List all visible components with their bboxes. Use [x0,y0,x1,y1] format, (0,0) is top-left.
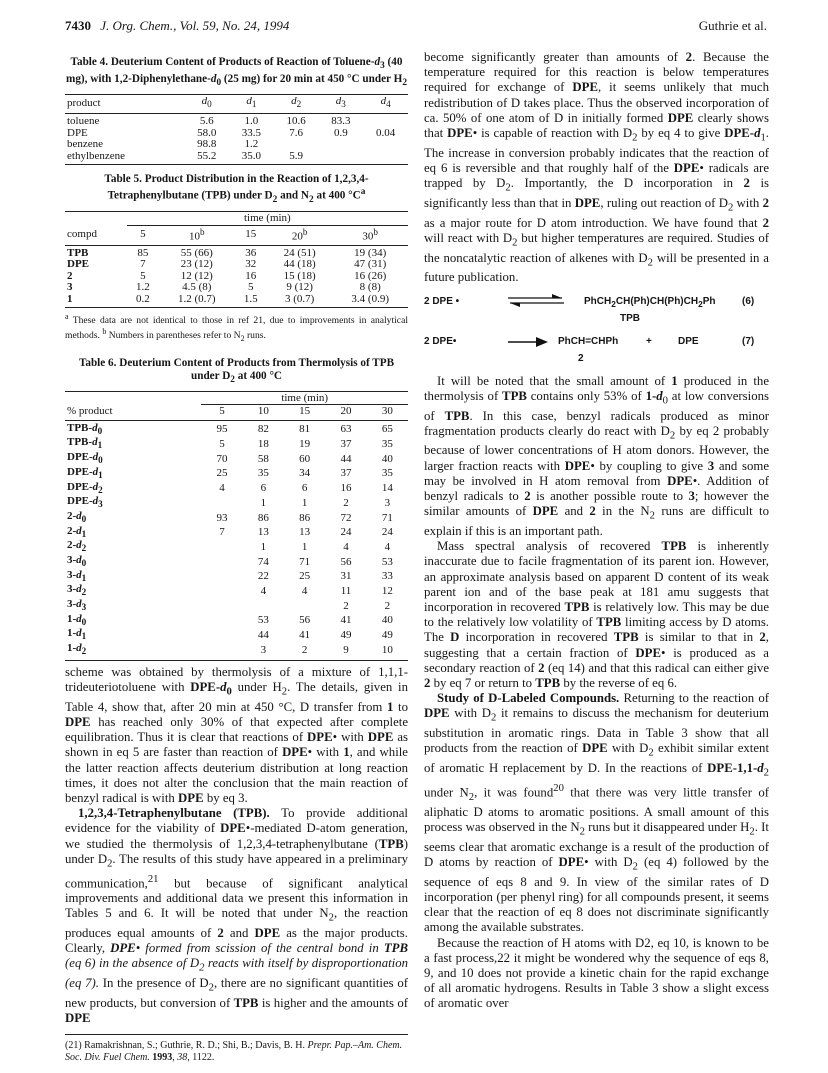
right-paragraph-4: Study of D-Labeled Compounds. Returning to the reaction of DPE with $D_2$ it remains to discuss the mechanism for deuterium substitution in aromatic rings. Data in Table 3 show that all products from the reaction of DPE with $D_2$ exhibit similar extent of aromatic H replacement by D. In the reactions of DPE-$1,1-d_2$ under $N_2$, it was found$^{20}$ that there was very little transfer of aliphatic D atoms to aromatic positions. A small amount of this process was observed in the $N_2$ runs but it disappeared under $H_2$. It seems clear that aromatic exchange is a result of the production of D atoms by reaction of DPE• with $D_2$ (eq 4) followed by the sequence of eqs 8 and 9. In view of the similar rates of D incorporation (per phenyl ring) for all compounds present, it seems clear that the reaction of eq 8 does not discriminate significantly among the available substrates. [424,691,770,935]
table-cell: 44 [257,629,269,642]
table-cell: 3.4 (0.9) [332,294,408,308]
table-cell: 16 [245,269,257,282]
table-cell [284,599,325,614]
table-cell: 13 [257,526,269,539]
table-cell: 71 [299,555,311,568]
table-cell [318,139,363,151]
table-cell: 1.2 [135,281,150,294]
table-cell: 4 [219,482,225,495]
table-cell: 2 [343,599,349,612]
table-row [65,496,408,511]
table-cell: 56 [340,555,352,568]
table6-header-1: 5 [201,405,242,421]
row-label: toluene [67,115,100,128]
table-row [65,526,408,541]
table-cell: 53 [381,555,393,568]
table-cell: 72 [340,511,352,524]
table-cell: 18 [257,438,269,451]
table-cell: 6 [260,482,267,495]
table-cell: 1 [260,540,267,553]
table-cell: 4.5 (8) [182,281,212,294]
table-cell: 58.0 [197,126,217,139]
table-cell: 4 [343,540,349,553]
table-cell: 98.8 [197,138,217,151]
table-cell: 9 (12) [286,281,313,294]
table-cell: 1.0 [244,115,259,128]
table-cell: 10.6 [286,115,306,128]
table-cell: 44 (18) [283,258,316,271]
equation-6 [424,294,769,330]
table-cell [363,139,408,151]
table-cell [201,614,242,629]
table6-caption: Table 6. Deuterium Content of Products from Thermolysis of TPB under $D_2$ at 400 °C [78,356,395,385]
table-cell: 34 [299,467,311,480]
table-cell: 65 [381,423,393,436]
table-cell [243,599,284,614]
page-number: 7430 [65,18,91,33]
table-cell [363,151,408,165]
table-row [65,452,408,467]
table-cell: 49 [340,629,352,642]
table-row [65,482,408,497]
table-cell: 5 [219,438,225,451]
table-cell: 25 [299,570,311,583]
table6-header-2: 10 [243,405,284,421]
table-cell: 1.2 (0.7) [159,294,235,308]
row-label: 1 [65,294,127,308]
table-cell: 35 [381,438,393,451]
equilibrium-arrow-icon [506,294,566,308]
table-cell [274,139,319,151]
table-cell [201,555,242,570]
table4-header-2: $d_1$ [229,95,274,114]
eq7-number: (7) [742,335,755,347]
table5-span-header: time (min) [127,212,408,226]
table-row [65,151,408,165]
table-cell: 7.6 [289,126,303,139]
table-row [65,467,408,482]
table-cell: 7 [219,526,225,539]
table-row [65,245,408,259]
table-cell: 63 [340,423,352,436]
row-label: TPB [67,246,89,259]
table5-header-3: 15 [235,225,267,245]
table-cell: 1 [301,540,308,553]
right-paragraph-1: become significantly greater than amounts of 2. Because the temperature required for this reaction is below temperatures required for exchange of DPE, it seems unlikely that much redistribution of D takes place. Thus the observed incorporation of ca. 50% of one atom of D in initially formed DPE clearly shows that DPE• is capable of reaction with $D_2$ by eq 4 to give DPE-$d_1$. The increase in conversion probably indicates that the reaction of eq 6 is reversible and that roughly half of the DPE• radicals are trapped by $D_2$. Importantly, the D incorporation in 2 is significantly less than that in DPE, ruling out reaction of $D_2$ with 2 as a major route for D atom introduction. We have found that 2 will react with $D_2$ but higher temperatures are required. Studies of the noncatalytic reaction of alkenes with $D_2$ will be presented in a future publication. [424,50,770,285]
table-cell: 0.9 [333,126,348,139]
table-cell: 5.9 [274,151,319,165]
running-authors: Guthrie et al. [698,18,767,33]
table-cell: 37 [340,438,352,451]
row-label: DPE [67,126,88,139]
table-row [65,139,408,151]
reference-21: (21) Ramakrishnan, S.; Guthrie, R. D.; Shi, B.; Davis, B. H. Prepr. Pap.–Am. Chem. Soc. Div. Fuel Chem. 1993, 38, 1122. [65,1034,408,1063]
row-label: TPB-$d_0$ [67,421,103,436]
table-cell: 24 [381,526,393,539]
table-row [65,420,408,437]
table-cell [201,599,242,614]
table-cell: 14 [381,482,393,495]
table-cell: 12 [381,584,393,597]
right-paragraph-5: Because the reaction of H atoms with D2, eq 10, is known to be a fast process,22 it might be wondered why the sequence of eqs 8, 9, and 10 does not provide a kinetic chain for the rapid exchange of all aromatic hydrogens. Results in Table 3 show a slight excess of aromatic over [424,935,769,1011]
table-cell: 35.0 [229,151,274,165]
table-cell: 86 [257,511,269,524]
table-row [65,540,408,555]
table-cell: 22 [257,570,269,583]
journal-citation: J. Org. Chem., Vol. 59, No. 24, 1994 [100,18,290,33]
table5-header-0: compd [65,225,127,245]
table-cell: 1.5 [235,294,267,308]
table-cell: 8 (8) [359,281,381,294]
table-cell: 24 (51) [283,246,316,259]
table-cell: 0.2 [127,294,159,308]
right-paragraph-2: It will be noted that the small amount of 1 produced in the thermolysis of TPB contains only 53% of $1-d_0$ at low conversions of TPB. In this case, benzyl radicals produced as minor fragmentation products clearly do react with $D_2$ by eq 2 probably because of lower concentrations of H atom donors. However, the larger fraction reacts with DPE• by coupling to give 3 and some may be involved in H atom removal from DPE•. Addition of benzyl radicals to 2 is another possible route to 3; however the similar amounts of DPE and 2 in the $N_2$ runs are difficult to explain if this is an important path. [424,373,770,539]
row-label: benzene [67,138,104,151]
table-cell: 1 [301,496,308,509]
eq7-product-2: DPE [678,335,699,347]
table-cell: 31 [340,570,352,583]
row-label: $1-d_0$ [67,612,87,627]
table-cell: 74 [257,555,269,568]
section-heading-tpb: 1,2,3,4-Tetraphenylbutane (TPB). [78,806,270,821]
table-cell: 1.2 [244,138,259,151]
table-cell: 4 [260,584,267,597]
table-cell: 82 [257,423,269,436]
eq7-reactant: 2 DPE• [424,335,457,347]
table-cell: 24 [340,526,352,539]
table-cell: 35 [381,467,393,480]
table-cell: 15 (18) [283,269,316,282]
table-row [65,294,408,308]
row-label: DPE-$d_1$ [67,465,103,481]
table-row [65,555,408,570]
row-label: $2-d_0$ [67,509,87,525]
row-label: DPE-$d_0$ [67,451,103,466]
table-cell [363,114,408,128]
table-cell: 55.2 [184,151,229,165]
table5-header-4: 20$^b$ [267,225,333,245]
table-cell: 2 [384,599,391,612]
table-cell: 44 [340,452,352,465]
table-cell: 40 [381,452,393,465]
table-row [65,628,408,643]
table6-span-header: time (min) [201,391,408,405]
table4-header-5: $d_4$ [363,95,408,114]
table-cell: 49 [381,629,393,642]
table-cell [318,151,363,165]
table-cell [201,628,242,643]
table5-header-1: 5 [127,225,159,245]
forward-arrow-icon [506,337,550,347]
table-row [65,511,408,526]
table-cell: 7 [140,258,146,271]
row-label: ethylbenzene [65,151,184,165]
eq6-product-label: TPB [620,312,640,324]
table-cell: 5.6 [199,115,214,128]
row-label: $1-d_1$ [67,627,87,642]
table-cell: 2 [284,643,325,660]
table-cell [201,570,242,585]
eq7-plus: + [646,335,652,347]
table-cell: 3 (0.7) [267,294,333,308]
table-cell: 25 [216,467,228,480]
row-label: TPB-$d_1$ [67,436,103,451]
table-cell: 47 (31) [354,258,387,271]
table-cell: 12 (12) [180,269,213,282]
left-paragraph-1: scheme was obtained by thermolysis of a mixture of 1,1,1-trideuteriotoluene with DPE-$d_0$ under $H_2$. The details, given in Table 4, show that, after 20 min at 450 °C, D transfer from 1 to DPE has reached only 30% of that expected after complete equilibration. Thus it is clear that reactions of DPE• with DPE as shown in eq 5 are faster than reaction of DPE• with 1, and while the latter reaction affects deuterium distribution at long reaction times, it does not alter the conclusion that the main reaction of benzyl radical is with DPE by eq 3. [65,664,409,805]
table-cell: 70 [216,452,228,465]
table-cell: 81 [299,423,311,436]
table-row [65,584,408,599]
table-cell: 56 [299,614,311,627]
eq7-product-1: PhCH=CHPh [558,335,619,347]
right-paragraph-3: Mass spectral analysis of recovered TPB is inherently inaccurate due to facile fragmentation of its parent ion. However, an approximate analysis based on apparent D content of its weak parent ion and of the base peak at 181 amu suggests that incorporation in recovered TPB is relatively low. This may be due to the relatively low volatility of TPB limiting access by D atoms. The D incorporation in recovered TPB is similar to that in 2, suggesting that a certain fraction of DPE• is produced as a secondary reaction of 2 (eq 14) and that this radical can either give 2 by eq 7 or return to TPB by the reverse of eq 6. [424,539,770,691]
table-cell: 86 [299,511,311,524]
table-cell: 3 [384,496,391,509]
left-paragraph-2: 1,2,3,4-Tetraphenylbutane (TPB). To provide additional evidence for the viability of DPE•-mediated D-atom generation, we studied the thermolysis of 1,2,3,4-tetraphenylbutane (TPB) under $D_2$. The results of this study have appeared in a preliminary communication,$^{21}$ but because of significant analytical improvements and additional data we present this information in Tables 5 and 6. It will be noted that under $N_2$, the reaction produces equal amounts of 2 and DPE as the major products. Clearly, DPE• formed from scission of the central bond in TPB (eq 6) in the absence of $D_2$ reacts with itself by disproportionation (eq 7). In the presence of $D_2$, there are no significant quantities of new products, but conversion of TPB is higher and the amounts of DPE [65,806,409,1026]
table-row [65,437,408,452]
row-label: DPE [67,258,89,271]
table-cell: 10 [367,643,408,660]
row-label: $1-d_2$ [65,643,201,660]
row-label: $3-d_2$ [67,583,87,598]
left-column [65,50,408,1026]
table6-header-3: 15 [284,405,325,421]
eq6-number: (6) [742,295,755,307]
table-cell: 6 [301,482,308,495]
table-row [65,599,408,614]
table4-caption: Table 4. Deuterium Content of Products of Reaction of Toluene-$d_3$ (40 mg), with $1,2-Diphenylethane-d_0$ (25 mg) for 20 min at 450 °C under $H_2$ [66,56,407,89]
table4-header-4: $d_3$ [318,95,363,114]
table-cell: 0.04 [375,126,396,139]
table-cell: 40 [381,614,393,627]
table-cell [201,496,242,511]
table-cell: 33.5 [241,126,262,139]
table-cell: 41 [340,614,352,627]
table-cell: 4 [301,584,308,597]
table-cell: 93 [216,511,228,524]
row-label: 2 [67,269,73,282]
table-cell: 23 (12) [180,258,213,271]
page-header [65,18,767,38]
reaction-scheme [424,294,769,370]
table4-header-1: $d_0$ [184,95,229,114]
table-cell: 2 [343,496,349,509]
table-cell: 60 [299,452,311,465]
table-cell: 5 [140,269,146,282]
row-label: 3 [67,281,73,294]
table-cell: 71 [381,511,393,524]
table-row [65,128,408,140]
row-label: $2-d_1$ [67,524,87,539]
table5 [65,211,408,308]
table5-footnote: $^a$ These data are not identical to those in ref 21, due to improvements in analytical methods. $^b$ Numbers in parentheses refer to $N_2$ runs. [65,312,408,344]
table-cell [201,540,242,555]
table-cell: 85 [137,246,149,259]
table-row [65,271,408,283]
table-cell: 58 [257,452,269,465]
table6 [65,391,408,661]
table4-header-3: $d_2$ [274,95,319,114]
table-cell: 35 [257,467,269,480]
section-heading-d-labeled: Study of D-Labeled Compounds. [437,691,620,706]
table-row [65,643,408,660]
row-label: $3-d_1$ [67,568,87,583]
table-row [65,570,408,585]
row-label: DPE-$d_2$ [67,480,103,495]
eq6-product: $PhCH_2CH(Ph)CH(Ph)CH_2Ph$ [584,295,716,309]
table-cell: 3 [243,643,284,660]
table-cell: 83.3 [331,115,351,128]
table-cell [201,584,242,599]
table-cell: 36 [245,246,257,259]
table-row [65,614,408,629]
table-cell: 16 [340,482,352,495]
table-cell: 53 [257,614,269,627]
eq7-product-label: 2 [578,352,584,364]
table-cell: 16 (26) [354,269,387,282]
table5-header-2: 10$^b$ [159,225,235,245]
table-cell: 19 (34) [354,246,387,259]
table-cell: 1 [260,496,267,509]
table4 [65,94,408,165]
table-cell [201,643,242,660]
table-row [65,114,408,128]
row-label: $3-d_0$ [67,553,87,569]
table5-caption: Table 5. Product Distribution in the Reaction of 1,2,3,4-Tetraphenylbutane (TPB) under $D_2$ and $N_2$ at 400 $^\circ C^a$ [104,173,369,206]
table-cell: 32 [245,258,257,271]
table-cell: 11 [340,584,352,597]
table6-header-0: % product [65,405,201,421]
table-cell: 55 (66) [180,246,213,259]
table-cell: 9 [325,643,366,660]
right-column [424,50,769,1012]
table6-header-4: 20 [325,405,366,421]
table-cell: 95 [216,423,228,436]
table-cell: 37 [340,467,352,480]
table-cell: 5 [247,281,254,294]
table-cell: 13 [299,526,311,539]
eq6-reactant: 2 DPE • [424,295,460,307]
row-label: DPE-$d_3$ [67,495,103,510]
table6-header-5: 30 [367,405,408,421]
equation-7 [424,334,769,370]
table5-header-5: 30$^b$ [332,225,408,245]
table4-header-0: product [65,95,184,114]
row-label: $3-d_3$ [67,598,87,613]
table-cell: 4 [384,540,391,553]
table-cell: 33 [381,570,393,583]
table-cell: 19 [299,438,311,451]
table-cell: 41 [299,629,311,642]
row-label: $2-d_2$ [67,539,87,554]
